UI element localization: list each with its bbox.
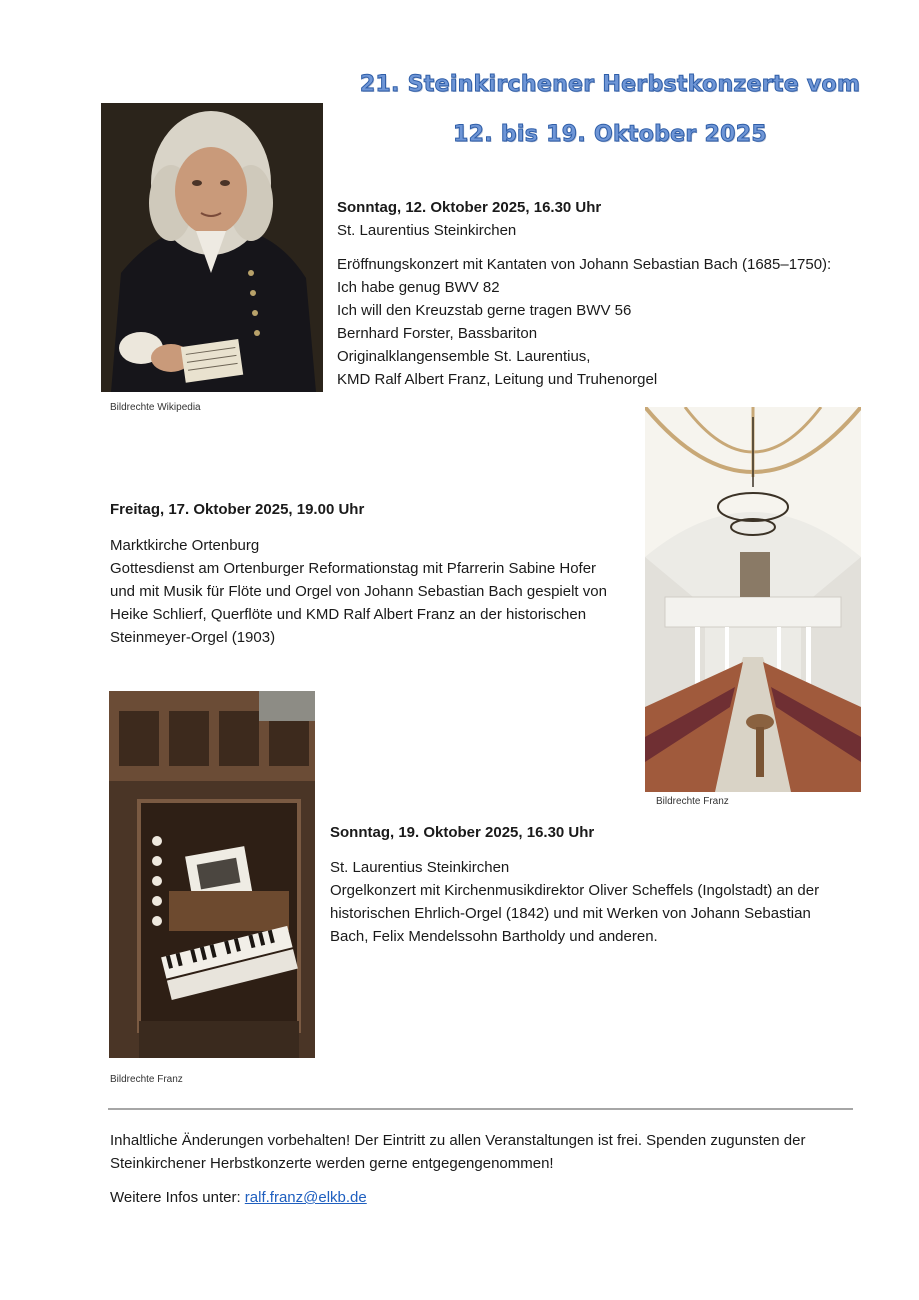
event1-line: Bernhard Forster, Bassbariton (337, 325, 538, 342)
event3-line: historischen Ehrlich-Orgel (1842) und mit Werken von Johann Sebastian (330, 905, 811, 922)
event2-line: und mit Musik für Flöte und Orgel von Johann Sebastian Bach gespielt von (110, 583, 607, 600)
footer-divider (108, 1108, 853, 1110)
page-title-line1: 21. Steinkirchener Herbstkonzerte vom (359, 72, 861, 97)
church-image-caption: Bildrechte Franz (656, 796, 729, 807)
event1-venue: St. Laurentius Steinkirchen (337, 222, 517, 239)
event1-line: Eröffnungskonzert mit Kantaten von Johann Sebastian Bach (1685–1750): (337, 256, 832, 273)
event1-line: Ich habe genug BWV 82 (337, 279, 500, 296)
footer-info-label: Weitere Infos unter: (110, 1189, 245, 1206)
footer-note-line2: Steinkirchener Herbstkonzerte werden gerne entgegengenommen! (110, 1155, 554, 1172)
footer-note-line1: Inhaltliche Änderungen vorbehalten! Der Eintritt zu allen Veranstaltungen ist frei. Spenden zugunsten der (110, 1132, 806, 1149)
event2-line: Steinmeyer-Orgel (1903) (110, 629, 276, 646)
event3-venue: St. Laurentius Steinkirchen (330, 859, 510, 876)
organ-image-caption: Bildrechte Franz (110, 1074, 183, 1085)
event2-venue: Marktkirche Ortenburg (110, 537, 260, 554)
event3-date: Sonntag, 19. Oktober 2025, 16.30 Uhr (330, 824, 595, 841)
bach-image-caption: Bildrechte Wikipedia (110, 402, 201, 413)
event2-date: Freitag, 17. Oktober 2025, 19.00 Uhr (110, 501, 365, 518)
event2-line: Heike Schlierf, Querflöte und KMD Ralf Albert Franz an der historischen (110, 606, 587, 623)
footer-info (110, 1186, 367, 1209)
event2-line: Gottesdienst am Ortenburger Reformationstag mit Pfarrerin Sabine Hofer (110, 560, 597, 577)
page-title-line2: 12. bis 19. Oktober 2025 (453, 122, 767, 147)
contact-email-link[interactable]: ralf.franz@elkb.de (244, 1189, 367, 1206)
church-interior-image (645, 407, 861, 792)
organ-console-image (109, 691, 315, 1058)
event1-line: KMD Ralf Albert Franz, Leitung und Truhenorgel (337, 371, 658, 388)
event3-line: Orgelkonzert mit Kirchenmusikdirektor Oliver Scheffels (Ingolstadt) an der (330, 882, 820, 899)
event1-date: Sonntag, 12. Oktober 2025, 16.30 Uhr (337, 199, 602, 216)
event1-line: Originalklangensemble St. Laurentius, (337, 348, 591, 365)
event1-line: Ich will den Kreuzstab gerne tragen BWV 56 (337, 302, 632, 319)
bach-portrait-image (101, 103, 323, 392)
event3-line: Bach, Felix Mendelssohn Bartholdy und anderen. (330, 928, 658, 945)
